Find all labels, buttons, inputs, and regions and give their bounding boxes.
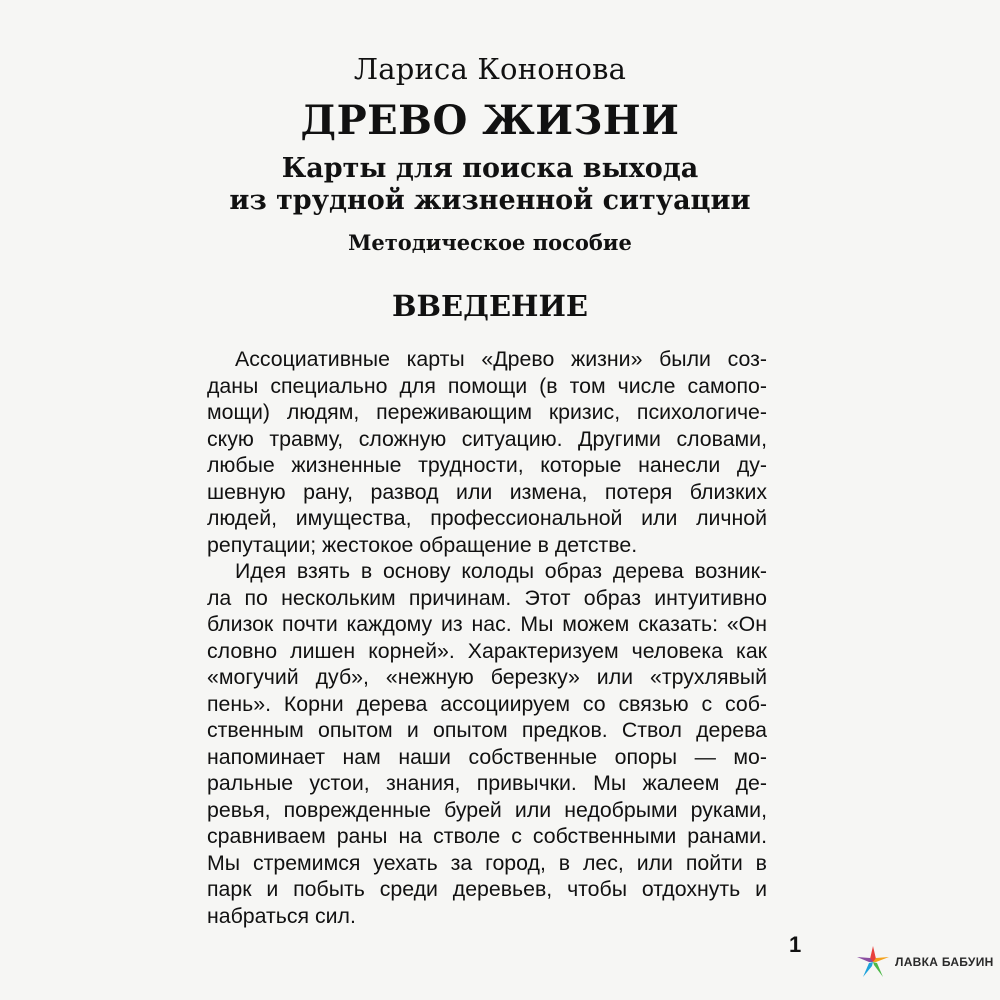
book-type: Методическое пособие — [348, 230, 632, 255]
text-line: шевную рану, развод или измена, потеря близких — [207, 479, 767, 504]
book-title: ДРЕВО ЖИЗНИ — [300, 97, 680, 144]
book-subtitle — [0, 153, 980, 217]
text-line: Мы стремимся уехать за город, в лес, или пойти в — [207, 850, 767, 875]
text-line: близок почти каждому из нас. Мы можем сказать: «Он — [207, 612, 767, 636]
text-line: Ассоциативные карты «Древо жизни» были соз- — [235, 347, 767, 371]
watermark-text: ЛАВКА БАБУИН — [895, 955, 994, 969]
text-line: ральные устои, знания, привычки. Мы жалеем де- — [207, 771, 767, 795]
text-line: мощи) людям, переживающим кризис, психологиче- — [207, 400, 767, 424]
subtitle-line: из трудной жизненной ситуации — [229, 185, 751, 216]
text-line: набраться сил. — [207, 903, 356, 928]
text-line: даны специально для помощи (в том числе самопо- — [207, 373, 767, 398]
text-line: сравниваем раны на стволе с собственными ранами. — [207, 824, 767, 848]
star-logo-icon — [856, 945, 890, 979]
text-line: ственным опытом и опытом предков. Ствол дерева — [207, 718, 767, 742]
text-line: ревья, поврежденные бурей или недобрыми руками, — [207, 797, 767, 822]
text-line: Идея взять в основу колоды образ дерева возник- — [235, 559, 767, 583]
text-line: ла по нескольким причинам. Этот образ интуитивно — [207, 585, 767, 610]
text-line: словно лишен корней». Характеризуем человека как — [207, 638, 767, 663]
watermark-logo — [856, 945, 994, 979]
text-line: репутации; жестокое обращение в детстве. — [207, 532, 638, 557]
text-line: любые жизненные трудности, которые нанесли ду- — [207, 453, 767, 477]
text-line: скую травму, сложную ситуацию. Другими словами, — [207, 426, 767, 451]
text-line: «могучий дуб», «нежную березку» или «трухлявый — [207, 665, 767, 689]
text-line: пень». Корни дерева ассоциируем со связью с соб- — [207, 691, 767, 716]
text-line: напоминает нам наши собственные опоры — мо- — [207, 744, 767, 769]
author-name: Лариса Кононова — [353, 52, 627, 86]
page-number: 1 — [789, 932, 802, 957]
text-line: парк и побыть среди деревьев, чтобы отдохнуть и — [207, 877, 767, 901]
text-line: людей, имущества, профессиональной или личной — [207, 506, 767, 530]
subtitle-line: Карты для поиска выхода — [281, 153, 699, 184]
body-text — [207, 346, 767, 929]
section-heading: ВВЕДЕНИЕ — [392, 289, 588, 323]
